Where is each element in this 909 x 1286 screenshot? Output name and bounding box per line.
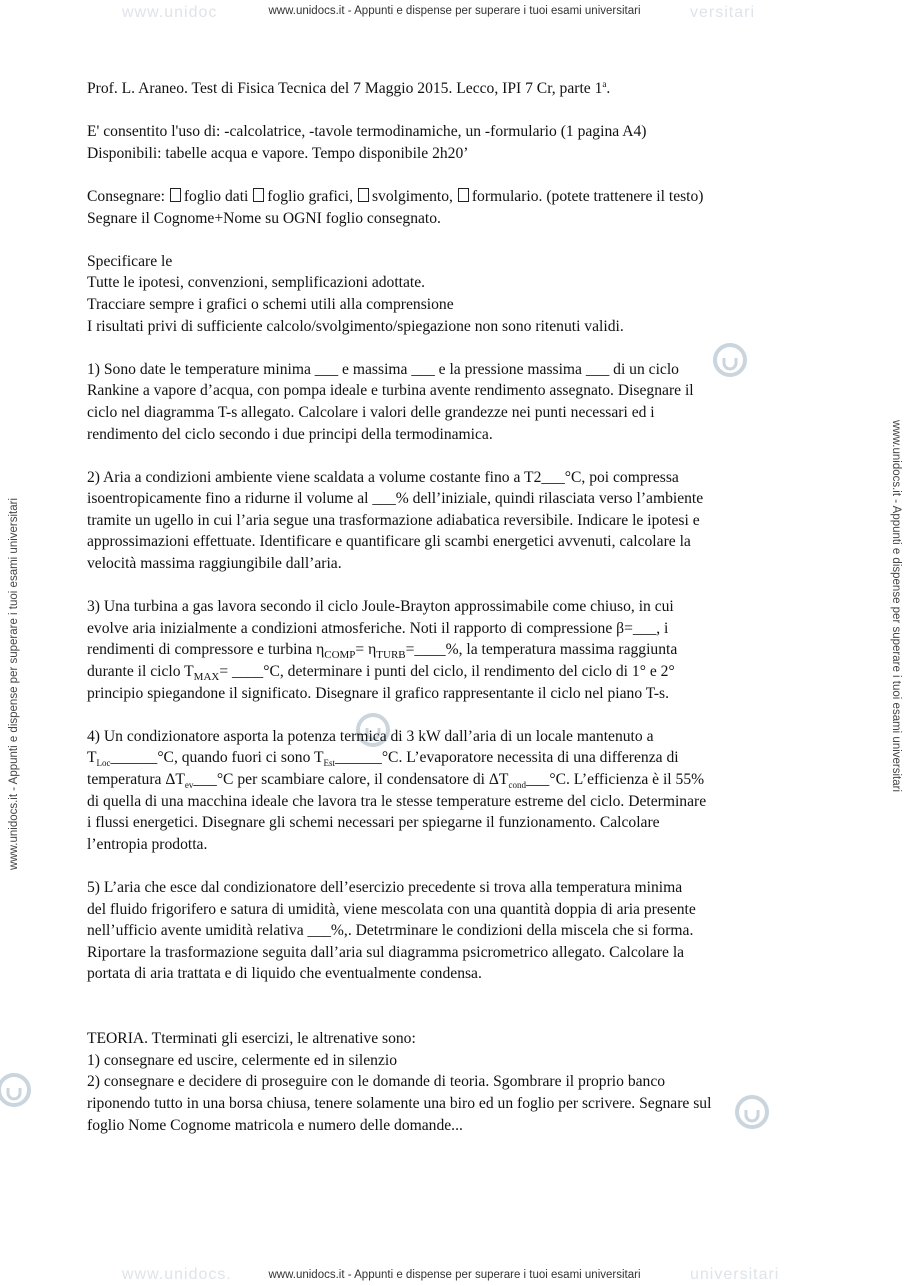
watermark-faint-top-right: versitari <box>690 4 756 21</box>
watermark-right: www.unidocs.it - Appunti e dispense per superare i tuoi esami universitari <box>890 420 902 793</box>
exercise-2 <box>87 467 824 575</box>
watermark-left: www.unidocs.it - Appunti e dispense per superare i tuoi esami universitari <box>8 497 20 870</box>
deliver-item: formulario. (potete trattenere il testo) <box>471 187 704 205</box>
exercise-line: 2) Aria a condizioni ambiente viene scaldata a volume costante fino a T2___°C, poi compressa <box>87 468 679 486</box>
subscript: ev <box>184 780 194 791</box>
exercise-line: tramite un ugello in cui l’aria segue una trasformazione adiabatica reversibile. Indicare le ipotesi e <box>87 511 700 529</box>
deliver-item: foglio grafici, <box>267 187 354 205</box>
watermark-bottom: www.unidocs.it - Appunti e dispense per superare i tuoi esami universitari <box>268 1269 641 1281</box>
exercise-line: Riportare la trasformazione seguita dall’aria sul diagramma psicrometrico allegato. Calcolare la <box>87 943 685 961</box>
exercise-line: nell’ufficio avente umidità relativa ___%,. Detetrminare le condizioni della miscela che si forma. <box>87 922 694 940</box>
header-title-sup: a <box>602 78 607 89</box>
subscript: Est <box>323 758 336 769</box>
text-fragment: rendimenti di compressore e turbina η <box>87 641 325 659</box>
header-title: Prof. L. Araneo. Test di Fisica Tecnica del 7 Maggio 2015. Lecco, IPI 7 Cr, parte 1 <box>87 80 603 97</box>
exercise-1 <box>87 359 824 445</box>
subscript: Loc <box>96 758 111 769</box>
exercise-line: 1) Sono date le temperature minima ___ e massima ___ e la pressione massima ___ di un ciclo <box>87 360 679 378</box>
header-title-end: . <box>606 80 611 97</box>
text-fragment: T <box>87 749 97 767</box>
text-fragment: ___°C. L’efficienza è il 55% <box>525 771 705 788</box>
theory-option-2: riponendo tutto in una borsa chiusa, tenere solamente una biro ed un foglio per scrivere. Segnare sul <box>87 1094 712 1112</box>
theory-option-2: foglio Nome Cognome matricola e numero delle domande... <box>87 1116 463 1134</box>
theory-intro: TEORIA. Tterminati gli esercizi, le altrenative sono: <box>87 1030 416 1048</box>
exercise-4 <box>87 726 824 856</box>
exercise-line: 5) L’aria che esce dal condizionatore dell’esercizio precedente si trova alla temperatura minima <box>87 878 683 896</box>
subscript: cond <box>508 780 526 791</box>
exercise-line: principio spiegandone il significato. Disegnare il grafico rappresentante il ciclo nel piano T-s. <box>87 684 669 702</box>
theory-option-2: 2) consegnare e decidere di proseguire con le domande di teoria. Sgombrare il proprio banco <box>87 1073 666 1091</box>
instructions-deliver <box>87 186 824 208</box>
exercise-line: i flussi energetici. Disegnare gli schemi necessari per spiegarne il funzionamento. Calcolare <box>87 814 660 832</box>
subscript: COMP <box>324 649 356 662</box>
text-fragment: =____%, la temperatura massima raggiunta <box>405 641 678 659</box>
exercise-line: ciclo nel diagramma T-s allegato. Calcolare i valori delle grandezze nei punti necessari ed i <box>87 403 655 421</box>
exercise-line <box>87 639 824 661</box>
exercise-line <box>87 747 824 769</box>
exam-header <box>87 78 824 100</box>
theory-option-1: 1) consegnare ed uscire, celermente ed in silenzio <box>87 1051 398 1069</box>
exercise-line: 3) Una turbina a gas lavora secondo il ciclo Joule-Brayton approssimabile come chiuso, in cui <box>87 598 674 616</box>
exercise-5 <box>87 877 824 985</box>
exercise-line <box>87 769 824 791</box>
exercise-line: portata di aria trattata e di liquido che eventualmente condensa. <box>87 965 482 983</box>
text-fragment: ______°C. L’evaporatore necessita di una differenza di <box>335 749 679 767</box>
checkbox-icon <box>358 188 369 202</box>
exercise-line: l’entropia prodotta. <box>87 835 208 853</box>
watermark-faint-bottom-left: www.unidocs. <box>122 1266 232 1283</box>
text-fragment: ______°C, quando fuori ci sono T <box>110 749 324 767</box>
instructions-available: Disponibili: tabelle acqua e vapore. Tempo disponibile 2h20’ <box>87 144 469 162</box>
text-fragment: durante il ciclo T <box>87 663 194 681</box>
exercise-line: velocità massima raggiungibile dall’aria. <box>87 555 342 573</box>
deliver-item: foglio dati <box>183 187 249 205</box>
specify-heading: Specificare le <box>87 252 173 270</box>
checkbox-icon <box>170 188 181 202</box>
exam-document <box>87 78 824 1136</box>
specify-line: I risultati privi di sufficiente calcolo/svolgimento/spiegazione non sono ritenuti validi. <box>87 317 624 335</box>
text-fragment: = η <box>355 641 377 659</box>
specify-line: Tutte le ipotesi, convenzioni, semplificazioni adottate. <box>87 274 426 292</box>
exercise-line: Rankine a vapore d’acqua, con pompa ideale e turbina avente rendimento assegnato. Disegnare il <box>87 382 694 400</box>
watermark-top: www.unidocs.it - Appunti e dispense per superare i tuoi esami universitari <box>268 5 641 17</box>
exercise-3 <box>87 596 824 704</box>
subscript: MAX <box>193 671 220 684</box>
text-fragment: = ____°C, determinare i punti del ciclo, il rendimento del ciclo di 1° e 2° <box>219 663 675 681</box>
watermark-faint-top-left: www.unidoc <box>122 4 218 21</box>
exercise-line: del fluido frigorifero e satura di umidità, viene mescolata con una quantità doppia di aria presente <box>87 900 696 918</box>
checkbox-icon <box>458 188 469 202</box>
text-fragment: ___°C per scambiare calore, il condensatore di ΔT <box>193 771 509 788</box>
exercise-line: 4) Un condizionatore asporta la potenza termica di 3 kW dall’aria di un locale mantenuto a <box>87 727 654 745</box>
exercise-line: evolve aria inizialmente a condizioni atmosferiche. Noti il rapporto di compressione β=___, i <box>87 619 669 637</box>
theory-section <box>87 1028 824 1136</box>
exercise-line: rendimento del ciclo secondo i due principi della termodinamica. <box>87 425 493 443</box>
watermark-faint-bottom-right: universitari <box>690 1266 780 1283</box>
exercise-line: isoentropicamente fino a ridurne il volume al ___% dell’iniziale, quindi rilasciata verso l’ambiente <box>87 490 704 508</box>
exercise-line: approssimazioni effettuate. Identificare e quantificare gli scambi energetici avvenuti, calcolare la <box>87 533 691 551</box>
deliver-item: svolgimento, <box>371 187 453 205</box>
exercise-line: di quella di una macchina ideale che lavora tra le stesse temperature estreme del ciclo. Determinare <box>87 792 707 810</box>
exercise-line <box>87 661 824 683</box>
unidocs-logo-icon <box>0 1072 32 1108</box>
text-fragment: temperatura ΔT <box>87 771 185 788</box>
instructions-sign: Segnare il Cognome+Nome su OGNI foglio consegnato. <box>87 209 441 227</box>
specify-line: Tracciare sempre i grafici o schemi utili alla comprensione <box>87 295 454 313</box>
deliver-prefix: Consegnare: <box>87 187 165 205</box>
subscript: TURB <box>376 649 406 662</box>
instructions-allowed: E' consentito l'uso di: -calcolatrice, -tavole termodinamiche, un -formulario (1 pagina A4) <box>87 123 647 141</box>
checkbox-icon <box>253 188 264 202</box>
